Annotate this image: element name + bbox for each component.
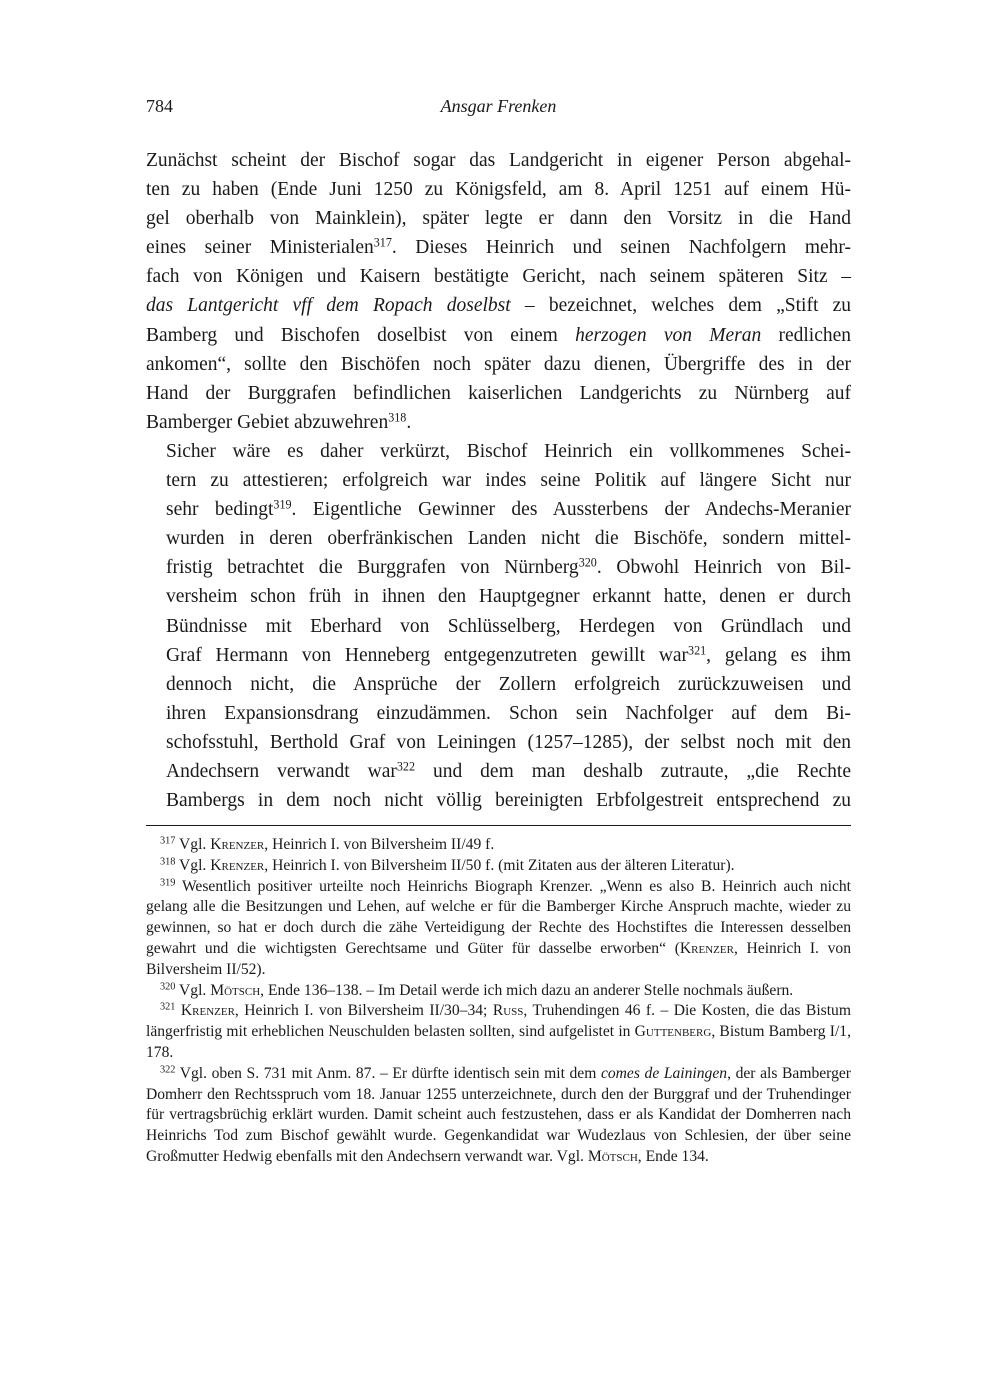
text-segment: redlichen — [761, 324, 851, 346]
text-line: versheim schon früh in ihnen den Hauptgegner erkannt hatte, denen er durch — [166, 586, 851, 608]
italic-quote: das Lantgericht vff dem Ropach doselbst — [146, 295, 511, 317]
text-line: Bambergs in dem noch nicht völlig bereinigten Erbfolgestreit entsprechend zu — [166, 790, 851, 812]
text-line — [146, 757, 851, 786]
footnote-321 — [146, 1001, 851, 1063]
page-number: 784 — [146, 96, 173, 116]
text-line: ten zu haben (Ende Juni 1250 zu Königsfeld, am 8. April 1251 auf einem Hü- — [146, 179, 851, 201]
author-name: Krenzer — [180, 1002, 235, 1020]
text-segment: – bezeichnet, welches dem „Stift zu — [510, 295, 851, 317]
text-line: schofsstuhl, Berthold Graf von Leiningen (1257–1285), der selbst noch mit den — [166, 731, 851, 753]
footnote-text: , Truhendingen 46 f. – Die Kosten, die das Bistum längerfristig mit erheblichen Neuschulden belasten sollten, sind aufgelistet in — [146, 1002, 851, 1041]
footnote-ref-322[interactable]: 322 — [396, 759, 415, 774]
text-line — [146, 408, 851, 437]
text-segment: . Eigentliche Gewinner des Aussterbens der Andechs-Meranier — [291, 499, 851, 521]
author-name: Mötsch — [587, 1147, 638, 1165]
footnote-text: , der als Bamberger Domherr den Rechtsspruch vom 18. Januar 1255 unterzeichnete, durch den der Burggraf und der Truhendinger für vertragsbrüchig erklärt wurden. Damit scheint auch festzustehen, dass er als Kandidat der Domherren nach Heinrichs Tod zum Bischof gewählt wurde. Gegenkandidat war Wudezlaus von Schlesien, der über seine Großmutter Hedwig ebenfalls mit den Andechsern verwandt war. Vgl. — [146, 1064, 851, 1165]
footnote-number: 321 — [160, 1001, 176, 1013]
footnote-text: , Heinrich I. von Bilversheim II/49 f. — [264, 836, 495, 853]
text-line: ankomen“, sollte den Bischöfen noch später dazu dienen, Übergriffe des in der — [146, 353, 851, 375]
footnote-text: Vgl. — [175, 981, 211, 999]
footnote-text: , Heinrich I. von Bilversheim II/52). — [146, 939, 852, 978]
page-header — [146, 96, 851, 120]
text-line — [146, 641, 851, 670]
author-name: Mötsch — [210, 981, 261, 999]
footnote-text: Vgl. oben S. 731 mit Anm. 87. – Er dürfte identisch sein mit dem — [175, 1064, 601, 1082]
footnote-319 — [146, 877, 851, 981]
italic-quote: herzogen von Meran — [575, 324, 762, 346]
footnotes — [146, 835, 851, 1168]
text-line: fach von Königen und Kaisern bestätigte Gericht, nach seinem späteren Sitz – — [146, 266, 851, 288]
paragraph-2 — [146, 437, 851, 815]
text-line: gel oberhalb von Mainklein), später legte er dann den Vorsitz in die Hand — [146, 208, 851, 230]
text-segment: Bamberg und Bischofen doselbist von einem — [146, 324, 558, 346]
text-line: Sicher wäre es daher verkürzt, Bischof Heinrich ein vollkommenes Schei- — [166, 440, 851, 462]
text-line — [146, 233, 851, 262]
footnote-ref-320[interactable]: 320 — [578, 555, 597, 570]
footnote-322 — [146, 1064, 851, 1168]
footnote-ref-319[interactable]: 319 — [273, 497, 292, 512]
footnote-text: Vgl. — [175, 856, 211, 874]
text-segment: . — [406, 411, 412, 433]
text-segment: Andechsern verwandt war — [166, 760, 397, 782]
footnote-text: , Heinrich I. von Bilversheim II/50 f. (mit Zitaten aus der älteren Literatur). — [264, 856, 735, 874]
footnote-text: , Ende 136–138. – Im Detail werde ich mich dazu an anderer Stelle nochmals äußern. — [260, 981, 794, 999]
footnote-text: , Ende 134. — [637, 1147, 709, 1165]
text-line: ihren Expansionsdrang einzudämmen. Schon sein Nachfolger auf dem Bi- — [166, 702, 851, 724]
text-line: Zunächst scheint der Bischof sogar das Landgericht in eigener Person abgehal- — [146, 150, 851, 171]
footnote-text: , Heinrich I. von Bilversheim II/30–34; — [234, 1002, 493, 1020]
footnote-320 — [146, 981, 851, 1002]
text-segment: und dem man deshalb zutraute, „die Rechte — [414, 760, 852, 782]
text-segment: . Dieses Heinrich und seinen Nachfolgern mehr- — [391, 237, 851, 259]
footnote-ref-318[interactable]: 318 — [388, 410, 407, 425]
text-segment: Graf Hermann von Henneberg entgegenzutreten gewillt war — [166, 644, 689, 666]
author-name: Krenzer — [210, 836, 265, 853]
text-line: Hand der Burggrafen befindlichen kaiserlichen Landgerichts zu Nürnberg auf — [146, 382, 851, 404]
footnote-number: 322 — [160, 1064, 176, 1076]
text-line — [146, 553, 851, 582]
text-line — [146, 321, 851, 350]
author-name: Russ — [492, 1002, 524, 1020]
footnote-number: 317 — [160, 835, 176, 847]
footnote-text: Vgl. — [175, 836, 211, 853]
main-text — [146, 146, 851, 815]
text-line: tern zu attestieren; erfolgreich war indes seine Politik auf längere Sicht nur — [166, 470, 851, 492]
footnote-317 — [146, 835, 851, 856]
author-name: Krenzer — [679, 939, 734, 957]
author-name: Guttenberg — [634, 1023, 712, 1041]
text-segment: eines seiner Ministerialen — [146, 237, 374, 259]
running-head-author: Ansgar Frenken — [440, 96, 557, 116]
footnote-separator — [146, 825, 851, 826]
text-segment: Bamberger Gebiet abzuwehren — [146, 411, 389, 433]
text-segment: . Obwohl Heinrich von Bil- — [596, 557, 852, 579]
footnote-number: 318 — [160, 856, 176, 868]
text-line: wurden in deren oberfränkischen Landen nicht die Bischöfe, sondern mittel- — [166, 528, 851, 550]
footnote-ref-321[interactable]: 321 — [688, 642, 707, 657]
footnote-number: 320 — [160, 980, 176, 992]
text-line — [146, 291, 851, 320]
text-segment: , gelang es ihm — [706, 644, 851, 666]
footnote-ref-317[interactable]: 317 — [373, 235, 392, 250]
text-segment: fristig betrachtet die Burggrafen von Nürnberg — [166, 557, 579, 579]
footnote-text: , Bistum Bamberg I/1, 178. — [146, 1023, 851, 1061]
footnote-318 — [146, 856, 851, 877]
author-name: Krenzer — [210, 856, 265, 874]
text-line: Bündnisse mit Eberhard von Schlüsselberg, Herdegen von Gründlach und — [166, 615, 851, 637]
text-line: dennoch nicht, die Ansprüche der Zollern erfolgreich zurückzuweisen und — [166, 673, 851, 695]
text-segment: sehr bedingt — [166, 499, 274, 521]
italic-term: comes de Lainingen — [600, 1064, 728, 1082]
footnote-text: Wesentlich positiver urteilte noch Heinrichs Biograph Krenzer. „Wenn es also B. Heinrich auch nicht gelang alle die Besitzungen und Lehen, auf welche er für die Bamberger Kirche Anspruch machte, wieder zu gewinnen, so hat er doch durch die zähe Verteidigung der Rechte des Hochstiftes die Interessen desselben gewahrt und die wichtigsten Gerechtsame und Güter für dasselbe erworben“ ( — [146, 877, 851, 957]
text-line — [146, 495, 851, 524]
footnote-number: 319 — [160, 876, 176, 888]
paragraph-1 — [146, 146, 851, 437]
